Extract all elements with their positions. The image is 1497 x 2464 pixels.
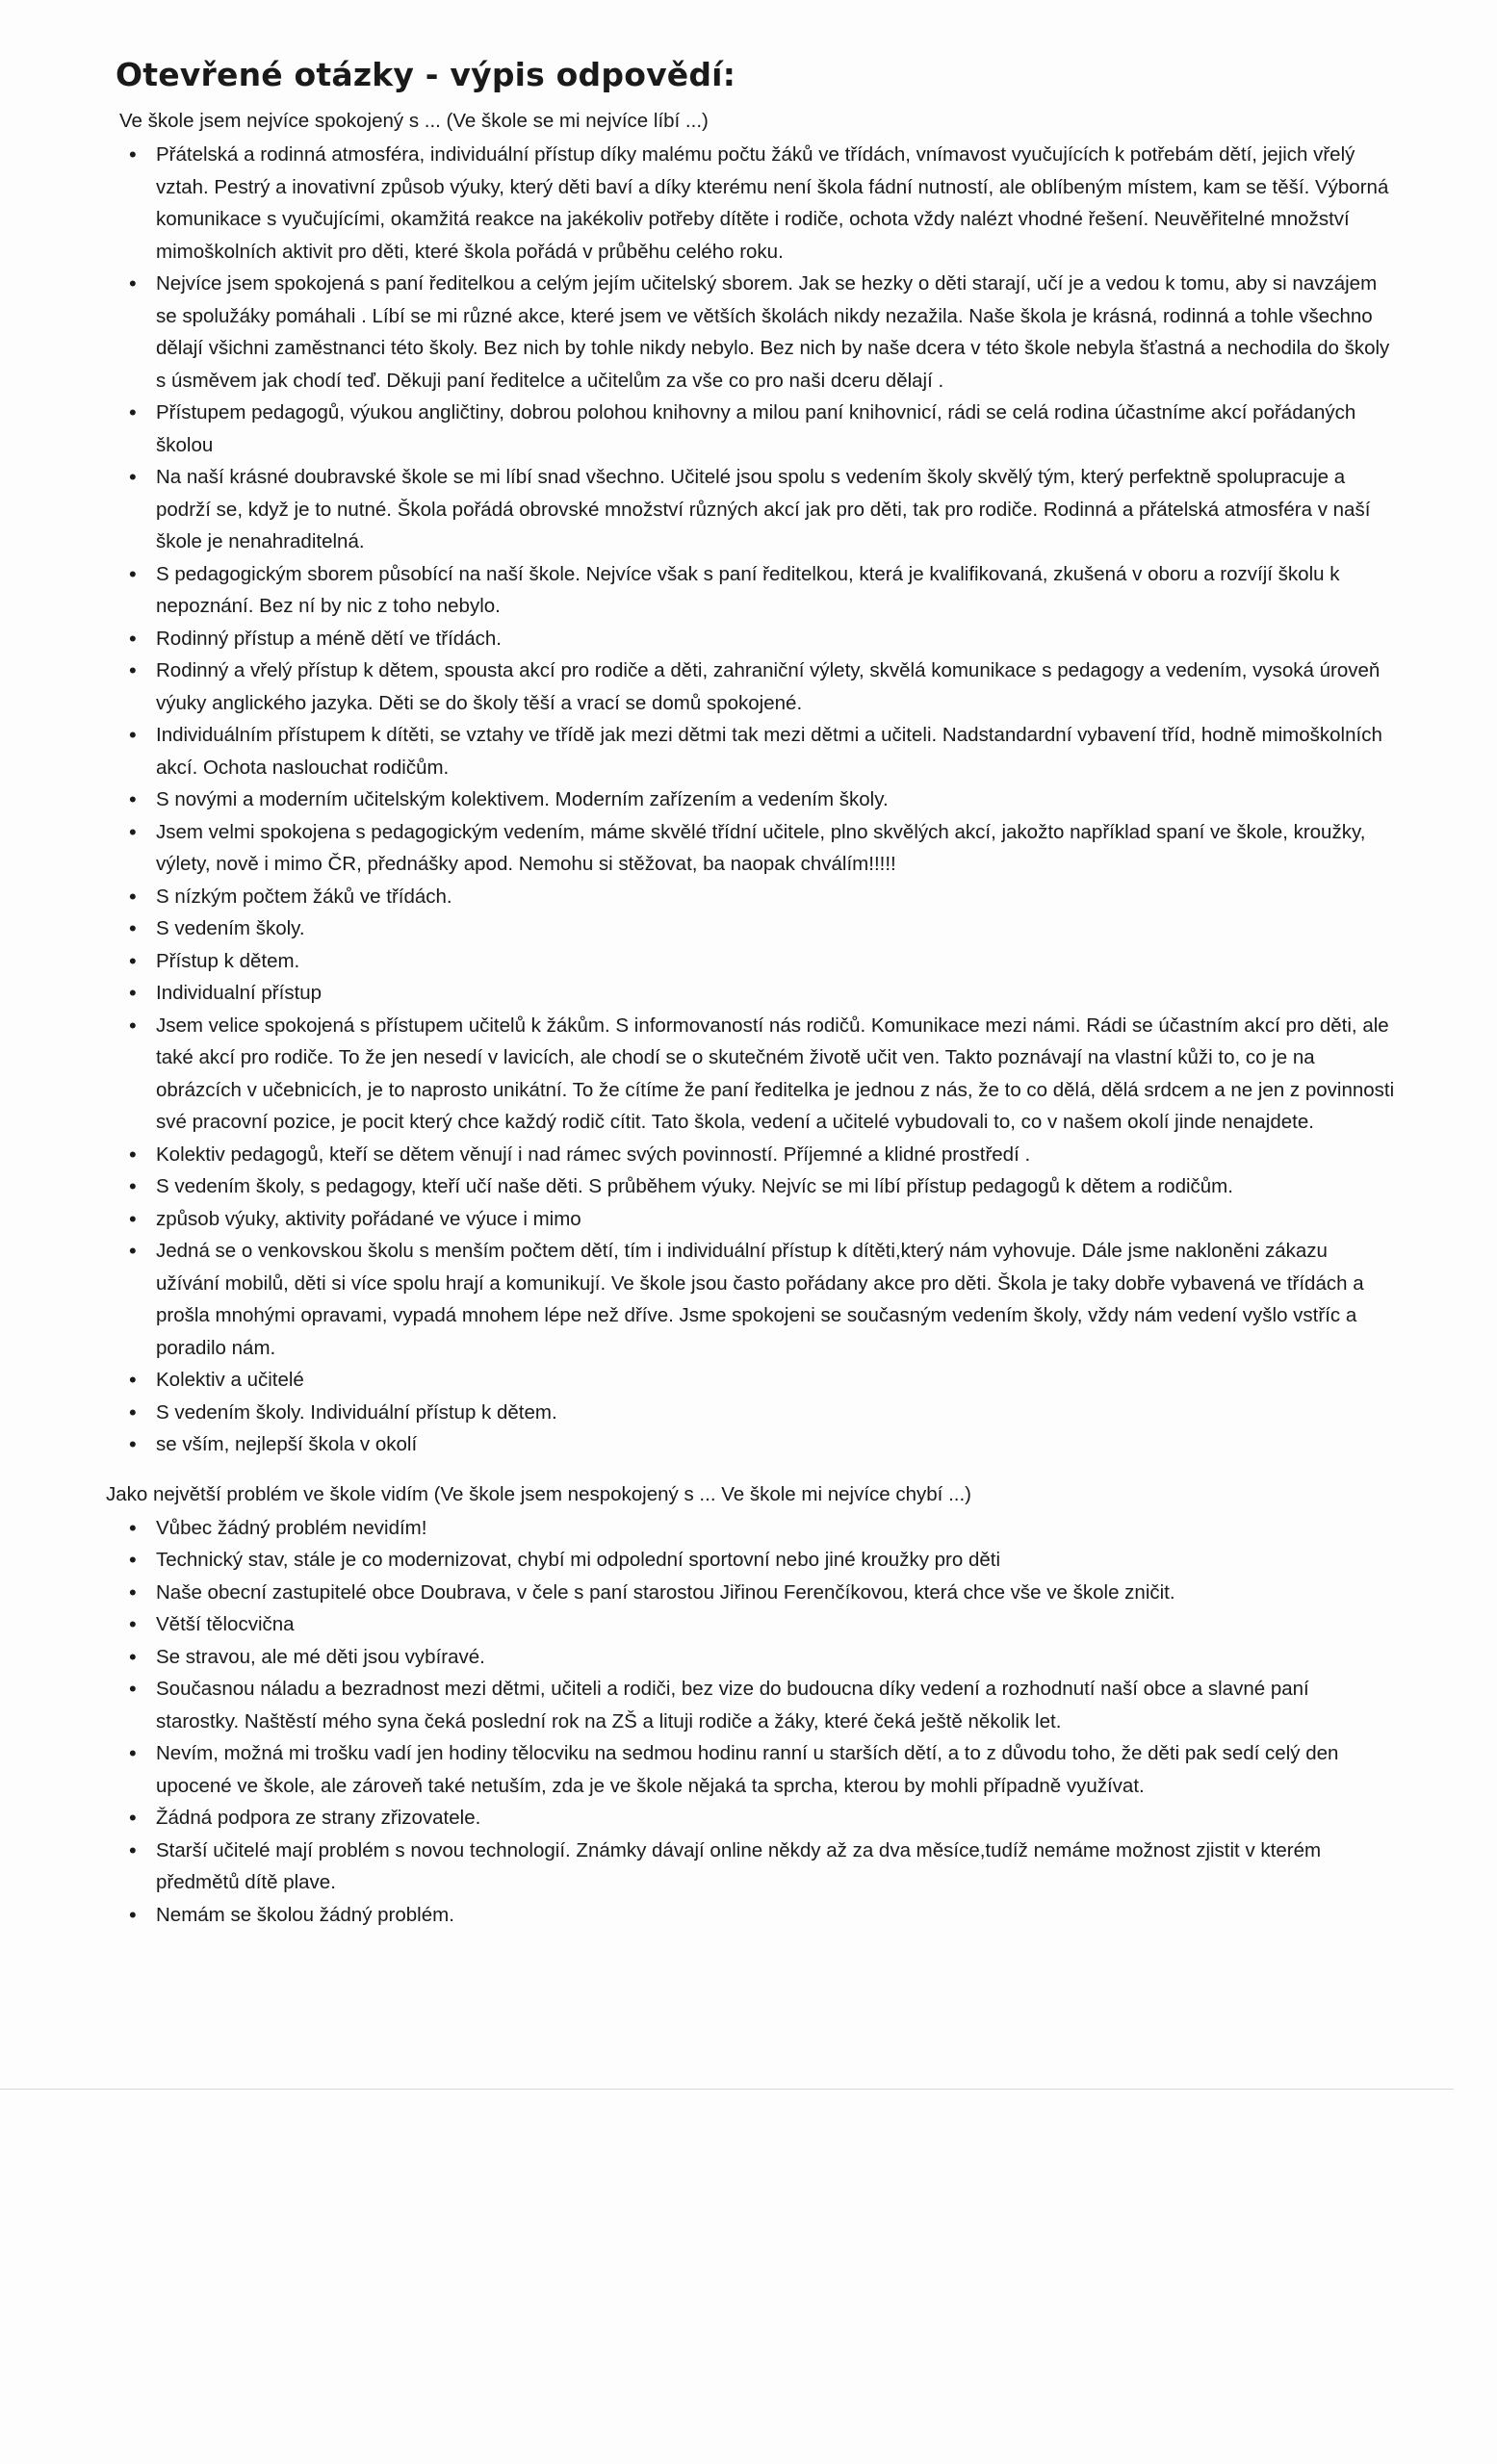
list-item: • S vedením školy, s pedagogy, kteří učí naše děti. S průběhem výuky. Nejvíc se mi líbí přístup pedagogů k dětem a rodičům. xyxy=(156,1170,1396,1203)
list-item: • Jsem velmi spokojena s pedagogickým vedením, máme skvělé třídní učitele, plno skvělých akcí, jakožto například spaní ve škole, kroužky, výlety, nově i mimo ČR, přednášky apod. Nemohu si stěžovat, ba naopak chválím!!!!! xyxy=(156,816,1396,881)
list-item: • Vůbec žádný problém nevidím! xyxy=(156,1512,1396,1545)
list-item: • Naše obecní zastupitelé obce Doubrava, v čele s paní starostou Jiřinou Ferenčíkovou, která chce vše ve škole zničit. xyxy=(156,1577,1396,1609)
page-title: Otevřené otázky - výpis odpovědí: xyxy=(116,56,736,93)
list-item: • Na naší krásné doubravské škole se mi líbí snad všechno. Učitelé jsou spolu s vedením školy skvělý tým, který perfektně spolupracuje a podrží se, když je to nutné. Škola pořádá obrovské množství různých akcí jak pro děti, tak pro rodiče. Rodinná a přátelská atmosféra v naší škole je nenahraditelná. xyxy=(156,461,1396,558)
list-item: • Se stravou, ale mé děti jsou vybíravé. xyxy=(156,1641,1396,1674)
list-item: • S vedením školy. Individuální přístup k dětem. xyxy=(156,1397,1396,1429)
list-item: • Rodinný přístup a méně dětí ve třídách. xyxy=(156,623,1396,655)
list-item: • Přátelská a rodinná atmosféra, individuální přístup díky malému počtu žáků ve třídách, vnímavost vyučujících k potřebám dětí, jejich vřelý vztah. Pestrý a inovativní způsob výuky, který děti baví a díky kterému není škola fádní nutností, ale oblíbeným místem, kam se těší. Výborná komunikace s vyučujícími, okamžitá reakce na jakékoliv potřeby dítěte i rodiče, ochota vždy nalézt vhodné řešení. Neuvěřitelné množství mimoškolních aktivit pro děti, které škola pořádá v průběhu celého roku. xyxy=(156,139,1396,268)
document-body xyxy=(106,56,1396,1931)
problem-answers-list xyxy=(106,1512,1396,1932)
list-item: • Jsem velice spokojená s přístupem učitelů k žákům. S informovaností nás rodičů. Komunikace mezi námi. Rádi se účastním akcí pro děti, ale také akcí pro rodiče. To že jen nesedí v lavicích, ale chodí se o skutečném životě učit ven. Takto poznávají na vlastní kůži to, co je na obrázcích v učebnicích, je to naprosto unikátní. To že cítíme že paní ředitelka je jednou z nás, že to co dělá, dělá srdcem a ne jen z povinnosti své pracovní pozice, je pocit který chce každý rodič cítit. Tato škola, vedení a učitelé vybudovali to, co v našem okolí jinde nenajdete. xyxy=(156,1010,1396,1139)
list-item: • Nemám se školou žádný problém. xyxy=(156,1899,1396,1932)
list-item: • Technický stav, stále je co modernizovat, chybí mi odpolední sportovní nebo jiné kroužky pro děti xyxy=(156,1544,1396,1577)
list-item: • Starší učitelé mají problém s novou technologií. Známky dávají online někdy až za dva měsíce,tudíž nemáme možnost zjistit v kterém předmětů dítě plave. xyxy=(156,1835,1396,1899)
list-item: • Přístupem pedagogů, výukou angličtiny, dobrou polohou knihovny a milou paní knihovnicí, rádi se celá rodina účastníme akcí pořádaných školou xyxy=(156,397,1396,461)
list-item: • Přístup k dětem. xyxy=(156,945,1396,978)
list-item: • S novými a moderním učitelským kolektivem. Moderním zařízením a vedením školy. xyxy=(156,783,1396,816)
list-item: • S pedagogickým sborem působící na naší škole. Nejvíce však s paní ředitelkou, která je kvalifikovaná, zkušená v oboru a rozvíjí školu k nepoznání. Bez ní by nic z toho nebylo. xyxy=(156,558,1396,623)
section-satisfied-intro: Ve škole jsem nejvíce spokojený s ... (Ve škole se mi nejvíce líbí ...) xyxy=(119,110,709,132)
list-item: • Kolektiv pedagogů, kteří se dětem věnují i nad rámec svých povinností. Příjemné a klidné prostředí . xyxy=(156,1139,1396,1171)
list-item: • Individuálním přístupem k dítěti, se vztahy ve třídě jak mezi dětmi tak mezi dětmi a učiteli. Nadstandardní vybavení tříd, hodně mimoškolních akcí. Ochota naslouchat rodičům. xyxy=(156,719,1396,783)
list-item: • Kolektiv a učitelé xyxy=(156,1364,1396,1397)
list-item: • Současnou náladu a bezradnost mezi dětmi, učiteli a rodiči, bez vize do budoucna díky vedení a rozhodnutí naší obce a slavné paní starostky. Naštěstí mého syna čeká poslední rok na ZŠ a lituji rodiče a žáky, které čeká ještě několik let. xyxy=(156,1673,1396,1737)
list-item: • se vším, nejlepší škola v okolí xyxy=(156,1428,1396,1461)
list-item: • Rodinný a vřelý přístup k dětem, spousta akcí pro rodiče a děti, zahraniční výlety, skvělá komunikace s pedagogy a vedením, vysoká úroveň výuky anglického jazyka. Děti se do školy těší a vrací se domů spokojené. xyxy=(156,654,1396,719)
satisfied-answers-list xyxy=(106,139,1396,1461)
list-item: • Nevím, možná mi trošku vadí jen hodiny tělocviku na sedmou hodinu ranní u starších dětí, a to z důvodu toho, že děti pak sedí celý den upocené ve škole, ale zároveň také netuším, zda je ve škole nějaká ta sprcha, kterou by mohli případně využívat. xyxy=(156,1737,1396,1802)
list-item: • S nízkým počtem žáků ve třídách. xyxy=(156,881,1396,913)
list-item: • Individualní přístup xyxy=(156,977,1396,1010)
list-item: • Větší tělocvična xyxy=(156,1608,1396,1641)
list-item: • Žádná podpora ze strany zřizovatele. xyxy=(156,1802,1396,1835)
list-item: • způsob výuky, aktivity pořádané ve výuce i mimo xyxy=(156,1203,1396,1236)
list-item: • Nejvíce jsem spokojená s paní ředitelkou a celým jejím učitelský sborem. Jak se hezky o děti starají, učí je a vedou k tomu, aby si navzájem se spolužáky pomáhali . Líbí se mi různé akce, které jsem ve větších školách nikdy nezažila. Naše škola je krásná, rodinná a tohle všechno dělají všichni zaměstnanci této školy. Bez nich by tohle nikdy nebylo. Bez nich by naše dcera v této škole nebyla šťastná a nechodila do školy s úsměvem jak chodí teď. Děkuji paní ředitelce a učitelům za vše co pro naši dceru dělají . xyxy=(156,268,1396,397)
list-item: • S vedením školy. xyxy=(156,912,1396,945)
page-divider xyxy=(0,2089,1454,2090)
section-problems-intro: Jako největší problém ve škole vidím (Ve škole jsem nespokojený s ... Ve škole mi nejvíce chybí ...) xyxy=(106,1482,971,1505)
list-item: • Jedná se o venkovskou školu s menším počtem dětí, tím i individuální přístup k dítěti,který nám vyhovuje. Dále jsme nakloněni zákazu užívání mobilů, děti si více spolu hrají a komunikují. Ve škole jsou často pořádany akce pro děti. Škola je taky dobře vybavená ve třídách a prošla mnohými opravami, vypadá mnohem lépe než dříve. Jsme spokojeni se současným vedením školy, vždy nám vedení vyšlo vstříc a poradilo nám. xyxy=(156,1235,1396,1364)
